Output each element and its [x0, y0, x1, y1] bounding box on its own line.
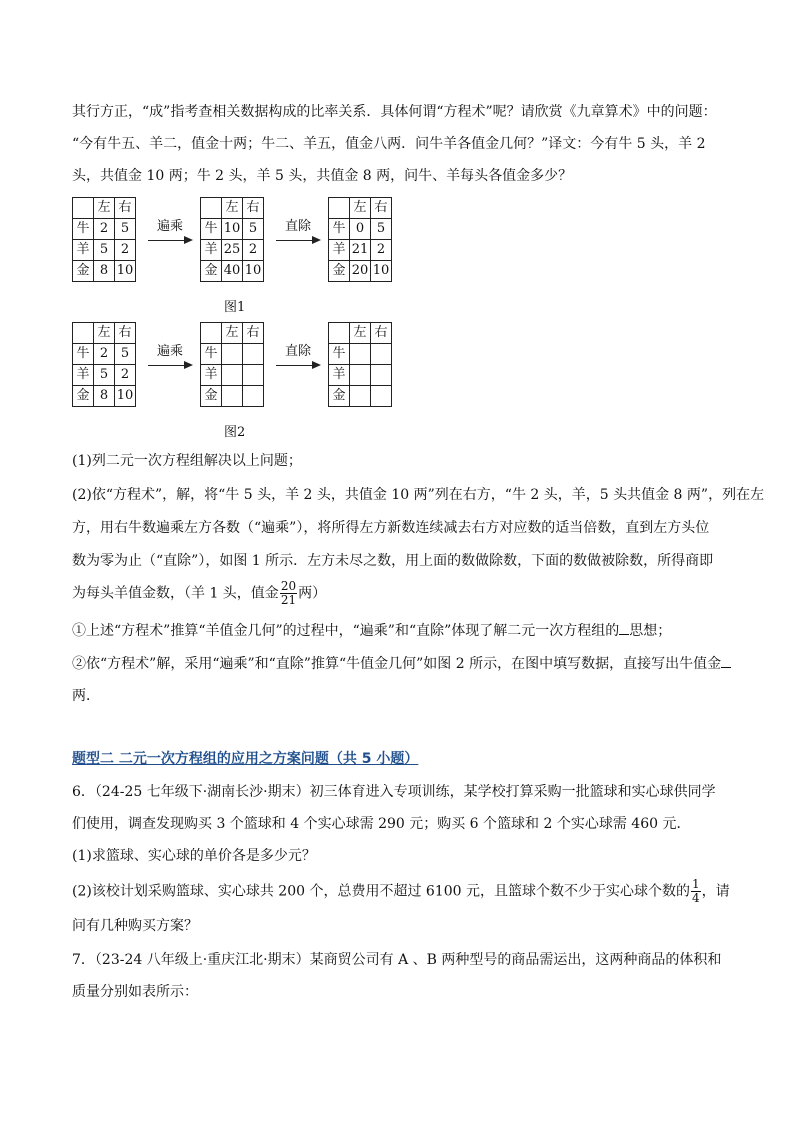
grid-cell	[329, 323, 350, 344]
grid-cell: 左	[222, 198, 243, 219]
grid-row	[329, 386, 392, 407]
grid-cell	[329, 198, 350, 219]
grid-cell: 羊	[201, 240, 222, 261]
grid-cell: 2	[94, 344, 115, 365]
grid-row	[201, 219, 264, 240]
grid-cell	[73, 198, 94, 219]
grid-cell: 羊	[329, 240, 350, 261]
grid-cell: 2	[115, 240, 136, 261]
q5-part-1: (1)列二元一次方程组解决以上问题；	[72, 453, 302, 469]
grid-cell	[222, 344, 243, 365]
grid-cell: 金	[329, 386, 350, 407]
arrow-label: 遍乘	[156, 219, 183, 234]
q7-line-2: 质量分别如表所示：	[72, 984, 198, 1000]
grid-cell	[243, 386, 264, 407]
grid-cell: 牛	[329, 344, 350, 365]
figure-1-caption: 图1	[224, 300, 246, 315]
q5-sub-2-tail: 两．	[72, 688, 100, 704]
q5-sub-1-tail: 思想；	[629, 623, 672, 639]
q5-text-a: 为每头羊值金数，（羊 1 头，值金	[72, 585, 279, 602]
grid-cell: 2	[115, 365, 136, 386]
grid-cell: 金	[201, 386, 222, 407]
q6-part-2	[72, 878, 732, 905]
section-heading: 题型二 二元一次方程组的应用之方案问题（共 5 小题）	[72, 751, 419, 767]
fig1-grid-2	[200, 197, 264, 282]
grid-row	[329, 240, 392, 261]
grid-cell: 10	[222, 219, 243, 240]
fraction-1-4	[691, 878, 701, 905]
fraction-20-21	[280, 580, 297, 607]
grid-cell: 0	[350, 219, 371, 240]
intro-line-3: 头，共值金 10 两；牛 2 头，羊 5 头，共值金 8 两，问牛、羊每头各值金多少？	[72, 168, 573, 184]
q5-part-2-line-2: 方，用右牛数遍乘左方各数（“遍乘”），将所得左方新数连续减去右方对应数的适当倍数，直到左方头位	[72, 520, 710, 536]
grid-row	[329, 219, 392, 240]
grid-cell: 10	[371, 261, 392, 282]
grid-header-row	[329, 323, 392, 344]
grid-cell	[201, 323, 222, 344]
grid-cell: 2	[243, 240, 264, 261]
q6-part-2-line-2: 问有几种购买方案？	[72, 918, 198, 934]
q5-part-2-line-4	[72, 580, 732, 607]
q5-sub-1	[72, 623, 732, 639]
grid-cell: 金	[73, 386, 94, 407]
grid-row	[73, 261, 136, 282]
grid-cell: 5	[371, 219, 392, 240]
grid-row	[329, 365, 392, 386]
fraction-numerator: 20	[280, 579, 297, 593]
grid-cell: 左	[350, 198, 371, 219]
grid-row	[201, 344, 264, 365]
grid-cell: 右	[243, 323, 264, 344]
fig1-grid-1	[72, 197, 136, 282]
grid-cell: 左	[94, 198, 115, 219]
grid-cell: 10	[115, 261, 136, 282]
grid-row	[201, 365, 264, 386]
grid-cell: 25	[222, 240, 243, 261]
grid-cell: 10	[115, 386, 136, 407]
figure-2-caption: 图2	[224, 425, 246, 440]
grid-row	[201, 240, 264, 261]
grid-cell	[201, 198, 222, 219]
grid-row	[73, 344, 136, 365]
answer-blank[interactable]	[721, 667, 731, 668]
q5-sub-1-text: ①上述“方程术”推算“羊值金几何”的过程中，“遍乘”和“直除”体现了解二元一次方程组的	[72, 623, 620, 639]
q6-part-2-tail: ，请	[701, 883, 730, 900]
q5-sub-2	[72, 656, 732, 672]
grid-cell: 2	[371, 240, 392, 261]
grid-cell: 牛	[329, 219, 350, 240]
grid-header-row	[73, 198, 136, 219]
q5-part-2-line-1: (2)依“方程术”，解，将“牛 5 头，羊 2 头，共值金 10 两”列在右方，“牛 2 头，羊，5 头共值金 8 两”，列在左	[72, 487, 765, 503]
grid-cell: 21	[350, 240, 371, 261]
grid-cell: 牛	[201, 219, 222, 240]
fig1-arrow-multiply	[148, 220, 192, 250]
q5-part-2-line-3: 数为零为止（“直除”），如图 1 所示．左方未尽之数，用上面的数做除数，下面的数做被除数，所得商即	[72, 553, 714, 569]
grid-cell: 5	[94, 240, 115, 261]
grid-cell: 5	[94, 365, 115, 386]
grid-cell: 右	[371, 323, 392, 344]
answer-blank[interactable]	[619, 634, 629, 635]
grid-row	[73, 365, 136, 386]
grid-cell	[350, 344, 371, 365]
arrow-label: 遍乘	[156, 344, 183, 359]
q6-line-1: 6．（24-25 七年级下·湖南长沙·期末）初三体育进入专项训练，某学校打算采购一批篮球和实心球供同学	[72, 784, 716, 800]
grid-cell: 右	[115, 323, 136, 344]
grid-cell: 金	[73, 261, 94, 282]
grid-cell: 20	[350, 261, 371, 282]
grid-cell	[222, 365, 243, 386]
grid-cell	[222, 386, 243, 407]
grid-cell: 右	[115, 198, 136, 219]
grid-cell	[350, 365, 371, 386]
grid-row	[329, 261, 392, 282]
fig2-grid-1	[72, 322, 136, 407]
grid-header-row	[329, 198, 392, 219]
grid-row	[201, 386, 264, 407]
fig1-arrow-eliminate	[276, 220, 320, 250]
grid-cell: 8	[94, 386, 115, 407]
fig2-grid-2	[200, 322, 264, 407]
grid-row	[73, 386, 136, 407]
fig2-arrow-multiply	[148, 345, 192, 375]
grid-cell: 牛	[201, 344, 222, 365]
grid-cell: 8	[94, 261, 115, 282]
grid-row	[329, 344, 392, 365]
grid-cell: 5	[115, 344, 136, 365]
grid-cell: 羊	[73, 240, 94, 261]
q6-line-2: 们使用，调查发现购买 3 个篮球和 4 个实心球需 290 元；购买 6 个篮球和 2 个实心球需 460 元．	[72, 816, 691, 832]
fig2-arrow-eliminate	[276, 345, 320, 375]
grid-cell: 金	[329, 261, 350, 282]
q6-part-2-text: (2)该校计划采购篮球、实心球共 200 个，总费用不超过 6100 元，且篮球个数不少于实心球个数的	[72, 883, 690, 900]
grid-cell: 5	[115, 219, 136, 240]
grid-row	[73, 219, 136, 240]
arrow-label: 直除	[284, 219, 311, 234]
grid-cell: 牛	[73, 219, 94, 240]
grid-row	[73, 240, 136, 261]
q5-text-b: 两）	[298, 585, 327, 602]
grid-cell: 左	[222, 323, 243, 344]
grid-cell: 羊	[329, 365, 350, 386]
grid-row	[201, 261, 264, 282]
intro-line-2: “今有牛五、羊二，值金十两；牛二、羊五，值金八两．问牛羊各值金几何？”译文：今有牛 5 头，羊 2	[72, 136, 706, 152]
fig1-grid-3	[328, 197, 392, 282]
fraction-numerator: 1	[691, 877, 700, 891]
q6-part-1: (1)求篮球、实心球的单价各是多少元？	[72, 848, 316, 864]
q7-line-1: 7．（23-24 八年级上·重庆江北·期末）某商贸公司有 A 、B 两种型号的商品需运出，这两种商品的体积和	[72, 952, 722, 968]
grid-cell	[371, 365, 392, 386]
grid-cell: 牛	[73, 344, 94, 365]
fraction-denominator: 4	[691, 891, 700, 905]
grid-header-row	[73, 323, 136, 344]
grid-cell	[371, 386, 392, 407]
grid-cell: 左	[94, 323, 115, 344]
fraction-denominator: 21	[280, 593, 297, 607]
fig2-grid-3	[328, 322, 392, 407]
grid-cell: 羊	[201, 365, 222, 386]
grid-cell	[243, 365, 264, 386]
grid-cell: 40	[222, 261, 243, 282]
grid-cell: 左	[350, 323, 371, 344]
grid-cell	[73, 323, 94, 344]
q5-sub-2-text: ②依“方程术”解，采用“遍乘”和“直除”推算“牛值金几何”如图 2 所示，在图中填写数据，直接写出牛值金	[72, 656, 722, 672]
arrow-label: 直除	[284, 344, 311, 359]
grid-cell: 5	[243, 219, 264, 240]
grid-cell: 2	[94, 219, 115, 240]
grid-cell: 右	[243, 198, 264, 219]
grid-cell: 右	[371, 198, 392, 219]
intro-line-1: 其行方正，“成”指考查相关数据构成的比率关系．具体何谓“方程术”呢？请欣赏《九章算术》中的问题：	[72, 104, 717, 120]
grid-cell	[243, 344, 264, 365]
grid-cell: 金	[201, 261, 222, 282]
grid-cell: 10	[243, 261, 264, 282]
grid-cell	[371, 344, 392, 365]
grid-cell	[350, 386, 371, 407]
grid-cell: 羊	[73, 365, 94, 386]
grid-header-row	[201, 323, 264, 344]
grid-header-row	[201, 198, 264, 219]
